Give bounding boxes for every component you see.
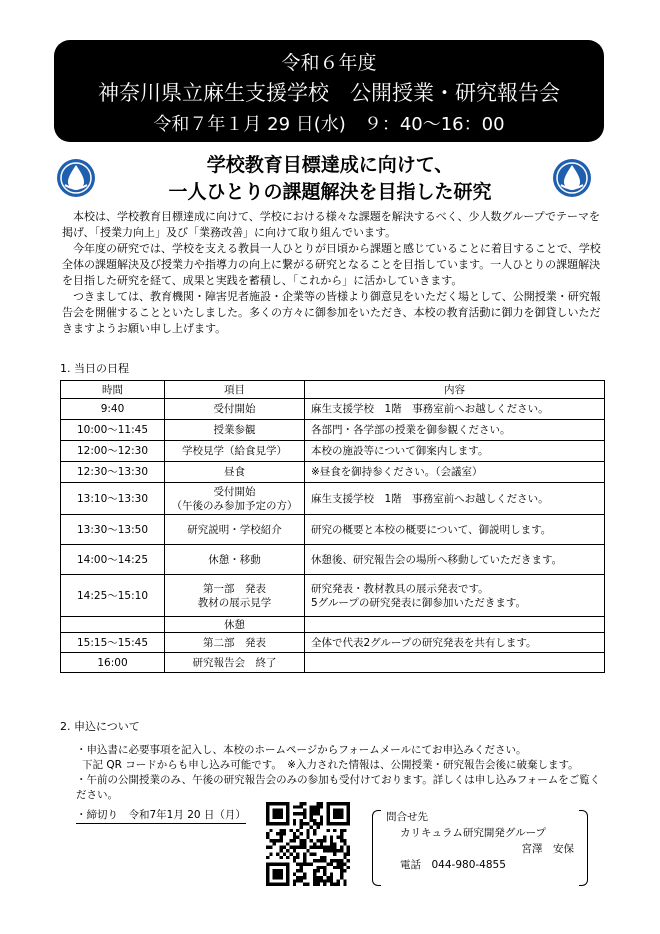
- title-banner: [54, 40, 604, 142]
- cell-content: 休憩後、研究報告会の場所へ移動していただきます。: [305, 545, 605, 575]
- cell-time: 14:25～15:10: [61, 575, 165, 617]
- deadline-text: ・締切り 令和7年1月 20 日（月）: [76, 807, 246, 824]
- cell-item: 休憩: [165, 617, 305, 633]
- cell-content: 本校の施設等について御案内します。: [305, 441, 605, 462]
- cell-item: 授業参観: [165, 420, 305, 441]
- intro-text: [62, 209, 602, 337]
- table-row: [61, 617, 605, 633]
- cell-time: [61, 617, 165, 633]
- note-item: ・午前の公開授業のみ、午後の研究報告会のみの参加も受付けております。詳しくは申し込みフォームをご覧ください。: [76, 774, 601, 801]
- contact-label: 問合せ先: [386, 811, 428, 823]
- table-row: [61, 420, 605, 441]
- bracket-right: [579, 810, 588, 886]
- cell-item: 研究報告会 終了: [165, 653, 305, 673]
- intro-paragraph: 今年度の研究では、学校を支える教員一人ひとりが日頃から課題と感じていることに着目することで、学校全体の課題解決及び授業力や指導力の向上に繋がる研究となることを目指しています。一人ひとりの課題解決を目指した研究を経て、成果と実践を蓄積し、「これから」に活かしていきます。: [62, 242, 601, 287]
- cell-content: ※昼食を御持参ください。（会議室）: [305, 462, 605, 483]
- cell-item: 受付開始: [165, 399, 305, 420]
- cell-content: 麻生支援学校 1階 事務室前へお越しください。: [305, 483, 605, 515]
- school-emblem-icon: [56, 158, 96, 198]
- intro-paragraph: 本校は、学校教育目標達成に向けて、学校における様々な課題を解決するべく、少人数グループでテーマを掲げ、「授業力向上」及び「業務改善」に向けて取り組んでいます。: [62, 210, 601, 239]
- cell-item: 休憩・移動: [165, 545, 305, 575]
- cell-content: 全体で代表2グループの研究発表を共有します。: [305, 633, 605, 653]
- table-row: [61, 575, 605, 617]
- cell-time: 15:15～15:45: [61, 633, 165, 653]
- cell-time: 16:00: [61, 653, 165, 673]
- contact-phone: 電話 044-980-4855: [400, 859, 506, 871]
- note-item: ・申込書に必要事項を記入し、本校のホームページからフォームメールにてお申込みください。: [76, 744, 527, 756]
- contact-group: カリキュラム研究開発グループ: [400, 827, 547, 839]
- cell-time: 13:30～13:50: [61, 515, 165, 545]
- table-row: [61, 545, 605, 575]
- note-item: 下記 QR コードからも申し込み可能です。 ※入力された情報は、公開授業・研究報告会後に破棄します。: [82, 759, 579, 771]
- cell-time: 13:10～13:30: [61, 483, 165, 515]
- schedule-body: [61, 399, 605, 673]
- cell-content: 研究の概要と本校の概要について、御説明します。: [305, 515, 605, 545]
- cell-content: 麻生支援学校 1階 事務室前へお越しください。: [305, 399, 605, 420]
- cell-time: 12:00～12:30: [61, 441, 165, 462]
- table-row: [61, 441, 605, 462]
- cell-content: [305, 617, 605, 633]
- qr-code-icon[interactable]: [266, 802, 350, 886]
- cell-item: 昼食: [165, 462, 305, 483]
- cell-content: 各部門・各学部の授業を御参観ください。: [305, 420, 605, 441]
- cell-item: 第二部 発表: [165, 633, 305, 653]
- column-header-content: 内容: [305, 381, 605, 399]
- event-date: 令和７年１月 29 日(水) ９：40～16：00: [153, 114, 505, 135]
- table-row: [61, 653, 605, 673]
- table-header-row: [61, 381, 605, 399]
- event-title: 神奈川県立麻生支援学校 公開授業・研究報告会: [98, 81, 560, 105]
- table-row: [61, 462, 605, 483]
- schedule-heading: 1. 当日の日程: [60, 362, 129, 375]
- cell-content: [305, 653, 605, 673]
- contact-person: 宮澤 安保: [521, 843, 574, 855]
- cell-time: 10:00～11:45: [61, 420, 165, 441]
- table-row: [61, 633, 605, 653]
- intro-paragraph: つきましては、教育機関・障害児者施設・企業等の皆様より御意見をいただく場として、公開授業・研究報告会を開催することといたしました。多くの方々に御参加をいただき、本校の教育活動に御力を御貸しいただきますようお願い申し上げます。: [62, 290, 601, 335]
- fiscal-year: 令和６年度: [281, 52, 377, 74]
- application-notes: [76, 743, 606, 803]
- table-row: [61, 483, 605, 515]
- cell-time: 14:00～14:25: [61, 545, 165, 575]
- cell-item: 受付開始 （午後のみ参加予定の方）: [165, 483, 305, 515]
- table-row: [61, 515, 605, 545]
- column-header-time: 時間: [61, 381, 165, 399]
- cell-item: 学校見学（給食見学）: [165, 441, 305, 462]
- cell-content: 研究発表・教材教具の展示発表です。 5グループの研究発表に御参加いただきます。: [305, 575, 605, 617]
- contact-box: [372, 810, 588, 886]
- headline-line1: 学校教育目標達成に向けて、: [206, 154, 454, 176]
- schedule-table: [60, 380, 605, 673]
- headline-line2: 一人ひとりの課題解決を目指した研究: [168, 181, 492, 203]
- cell-time: 12:30～13:30: [61, 462, 165, 483]
- bracket-left: [372, 810, 381, 886]
- table-row: [61, 399, 605, 420]
- cell-item: 第一部 発表 教材の展示見学: [165, 575, 305, 617]
- school-emblem-icon: [552, 158, 592, 198]
- application-heading: 2. 申込について: [60, 720, 140, 733]
- cell-time: 9:40: [61, 399, 165, 420]
- column-header-item: 項目: [165, 381, 305, 399]
- cell-item: 研究説明・学校紹介: [165, 515, 305, 545]
